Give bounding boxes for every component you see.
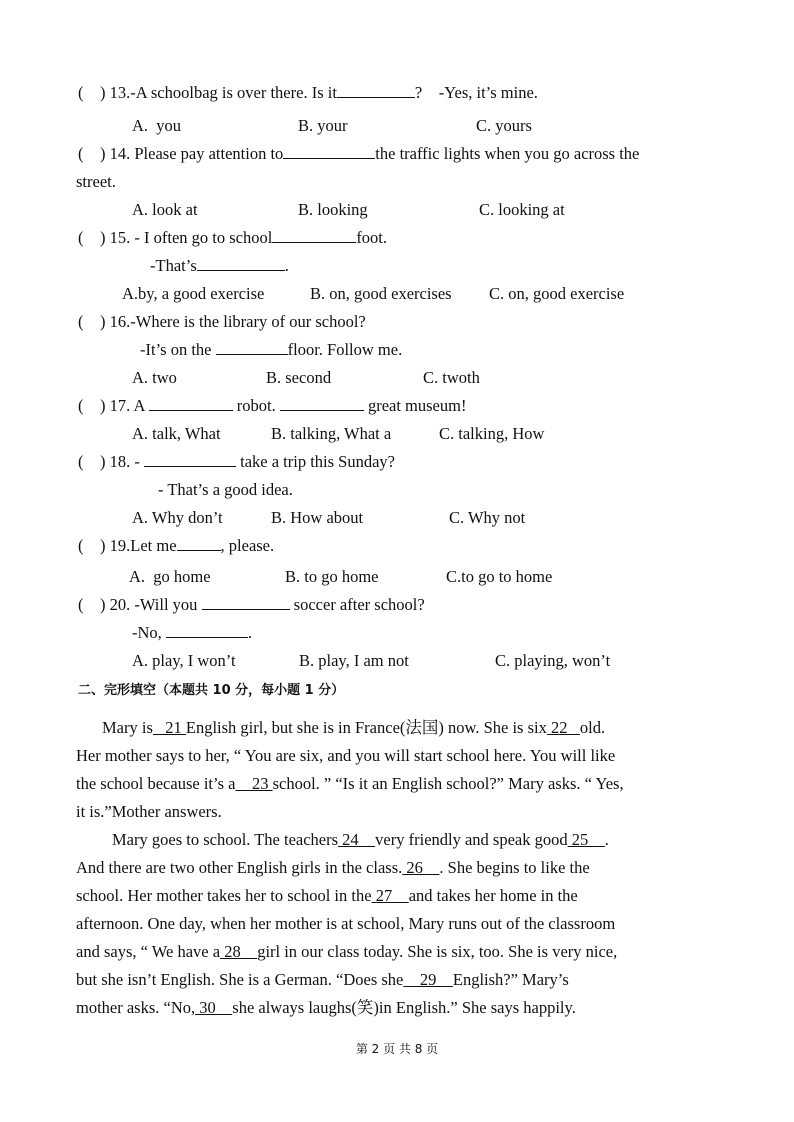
passage-text: old. — [579, 718, 606, 737]
question-number: 13. — [109, 83, 131, 102]
answer-paren: ( ) — [78, 595, 106, 614]
answer-paren: ( ) — [78, 536, 106, 555]
option: A. look at — [132, 200, 198, 219]
blank — [149, 395, 233, 411]
passage-line — [76, 773, 624, 795]
question-number: 15. — [109, 228, 131, 247]
reply-text: -No, — [132, 623, 162, 642]
question-stem: ? -Yes, it’s mine. — [414, 83, 538, 102]
reply-text: -That’s — [150, 256, 197, 275]
question-reply: - That’s a good idea. — [158, 480, 293, 499]
question-stem: - — [134, 452, 140, 471]
question-number: 17. — [109, 396, 131, 415]
option: C. on, good exercise — [489, 284, 625, 303]
option: A.by, a good exercise — [122, 284, 265, 303]
option: C. looking at — [479, 200, 565, 219]
blank — [272, 227, 356, 243]
page-number: 第 2 页 共 8 页 — [355, 1042, 439, 1056]
question-stem: foot. — [356, 228, 388, 247]
question-reply — [150, 255, 289, 277]
blank — [202, 594, 290, 610]
answer-paren: ( ) — [78, 83, 106, 102]
blank-number: 29 — [403, 970, 453, 989]
option: B. second — [266, 368, 332, 387]
option: C. playing, won’t — [495, 651, 611, 670]
blank-number: 28 — [220, 942, 258, 961]
passage-line: afternoon. One day, when her mother is at school, Mary runs out of the classroom — [76, 914, 616, 933]
blank — [337, 82, 415, 98]
question-reply — [140, 339, 402, 361]
passage-text: and takes her home in the — [408, 886, 578, 905]
passage-line: it is.”Mother answers. — [76, 802, 222, 821]
question-stem: Please pay attention to — [134, 144, 284, 163]
option: A. Why don’t — [132, 508, 223, 527]
passage-text: school. ” “Is it an English school?” Mary asks. “ Yes, — [272, 774, 624, 793]
answer-paren: ( ) — [78, 228, 106, 247]
option: B. looking — [298, 200, 368, 219]
passage-text: girl in our class today. She is six, too. She is very nice, — [257, 942, 618, 961]
option: A. you — [132, 116, 182, 135]
blank-number: 23 — [235, 774, 273, 793]
blank — [216, 339, 288, 355]
option: A. play, I won’t — [132, 651, 236, 670]
question-number: 16. — [109, 312, 131, 331]
passage-text: but she isn’t English. She is a German. “Does she — [76, 970, 404, 989]
option: B. How about — [271, 508, 364, 527]
passage-text: Mary goes to school. The teachers — [112, 830, 339, 849]
question-stem: A — [133, 396, 145, 415]
option: A. two — [132, 368, 177, 387]
question-number: 14. — [109, 144, 131, 163]
reply-text: floor. Follow me. — [287, 340, 403, 359]
question-number: 20. — [109, 595, 131, 614]
question-stem: -Where is the library of our school? — [130, 312, 366, 331]
option: B. to go home — [285, 567, 379, 586]
passage-text: Mary is — [102, 718, 153, 737]
option: B. on, good exercises — [310, 284, 452, 303]
answer-paren: ( ) — [78, 312, 106, 331]
reply-text: -It’s on the — [140, 340, 212, 359]
passage-line: Her mother says to her, “ You are six, and you will start school here. You will like — [76, 746, 616, 765]
question-stem: , please. — [220, 536, 275, 555]
question-stem: take a trip this Sunday? — [240, 452, 396, 471]
question-16 — [78, 311, 366, 333]
passage-text: English girl, but she is in France(法国) now. She is six — [185, 718, 547, 737]
question-stem: robot. — [236, 396, 276, 415]
blank-number: 30 — [195, 998, 233, 1017]
question-number: 18. — [109, 452, 131, 471]
passage-text: . She begins to like the — [439, 858, 590, 877]
question-stem: -A schoolbag is over there. Is it — [130, 83, 337, 102]
option: B. talking, What a — [271, 424, 392, 443]
passage-line — [76, 885, 578, 907]
passage-line — [76, 941, 617, 963]
reply-text: . — [247, 623, 253, 642]
option: A. talk, What — [132, 424, 221, 443]
question-15 — [78, 227, 387, 249]
answer-paren: ( ) — [78, 144, 106, 163]
answer-paren: ( ) — [78, 396, 106, 415]
option: A. go home — [129, 567, 211, 586]
question-18 — [78, 451, 395, 473]
passage-text: very friendly and speak good — [375, 830, 568, 849]
passage-text: she always laughs(笑)in English.” She says happily. — [232, 998, 576, 1017]
question-reply — [132, 622, 252, 644]
passage-line — [112, 829, 609, 851]
passage-line — [76, 997, 576, 1019]
passage-text: school. Her mother takes her to school in the — [76, 886, 372, 905]
question-stem: -Will you — [134, 595, 198, 614]
blank-number: 21 — [152, 718, 186, 737]
blank — [280, 395, 364, 411]
blank — [177, 535, 221, 551]
option: C.to go to home — [446, 567, 553, 586]
reply-text: . — [284, 256, 289, 275]
answer-paren: ( ) — [78, 452, 106, 471]
passage-line — [76, 857, 590, 879]
section-title: 二、完形填空（本题共 10 分，每小题 1 分） — [78, 683, 345, 698]
question-13 — [78, 82, 538, 104]
blank — [197, 255, 285, 271]
blank — [283, 143, 375, 159]
passage-line — [76, 969, 569, 991]
question-17 — [78, 395, 466, 417]
question-14 — [78, 143, 639, 165]
passage-text: . — [604, 830, 609, 849]
option: B. your — [298, 116, 348, 135]
passage-text: English?” Mary’s — [452, 970, 569, 989]
passage-text: And there are two other English girls in the class. — [76, 858, 403, 877]
option: C. talking, How — [439, 424, 545, 443]
blank-number: 24 — [338, 830, 376, 849]
passage-text: mother asks. “No, — [76, 998, 196, 1017]
question-19 — [78, 535, 274, 557]
question-number: 19. — [109, 536, 131, 555]
option: C. Why not — [449, 508, 526, 527]
question-stem: - I often go to school — [134, 228, 273, 247]
blank-number: 26 — [402, 858, 440, 877]
passage-text: and says, “ We have a — [76, 942, 221, 961]
blank-number: 27 — [371, 886, 409, 905]
option: B. play, I am not — [299, 651, 409, 670]
passage-text: the school because it’s a — [76, 774, 236, 793]
passage-line — [102, 717, 605, 739]
question-stem: great museum! — [367, 396, 467, 415]
question-stem: street. — [76, 172, 116, 191]
question-stem: Let me — [130, 536, 177, 555]
blank — [144, 451, 236, 467]
blank-number: 25 — [567, 830, 605, 849]
question-20 — [78, 594, 425, 616]
blank — [166, 622, 248, 638]
blank-number: 22 — [546, 718, 580, 737]
option: C. twoth — [423, 368, 480, 387]
question-stem: the traffic lights when you go across the — [375, 144, 640, 163]
question-stem: soccer after school? — [293, 595, 425, 614]
option: C. yours — [476, 116, 532, 135]
